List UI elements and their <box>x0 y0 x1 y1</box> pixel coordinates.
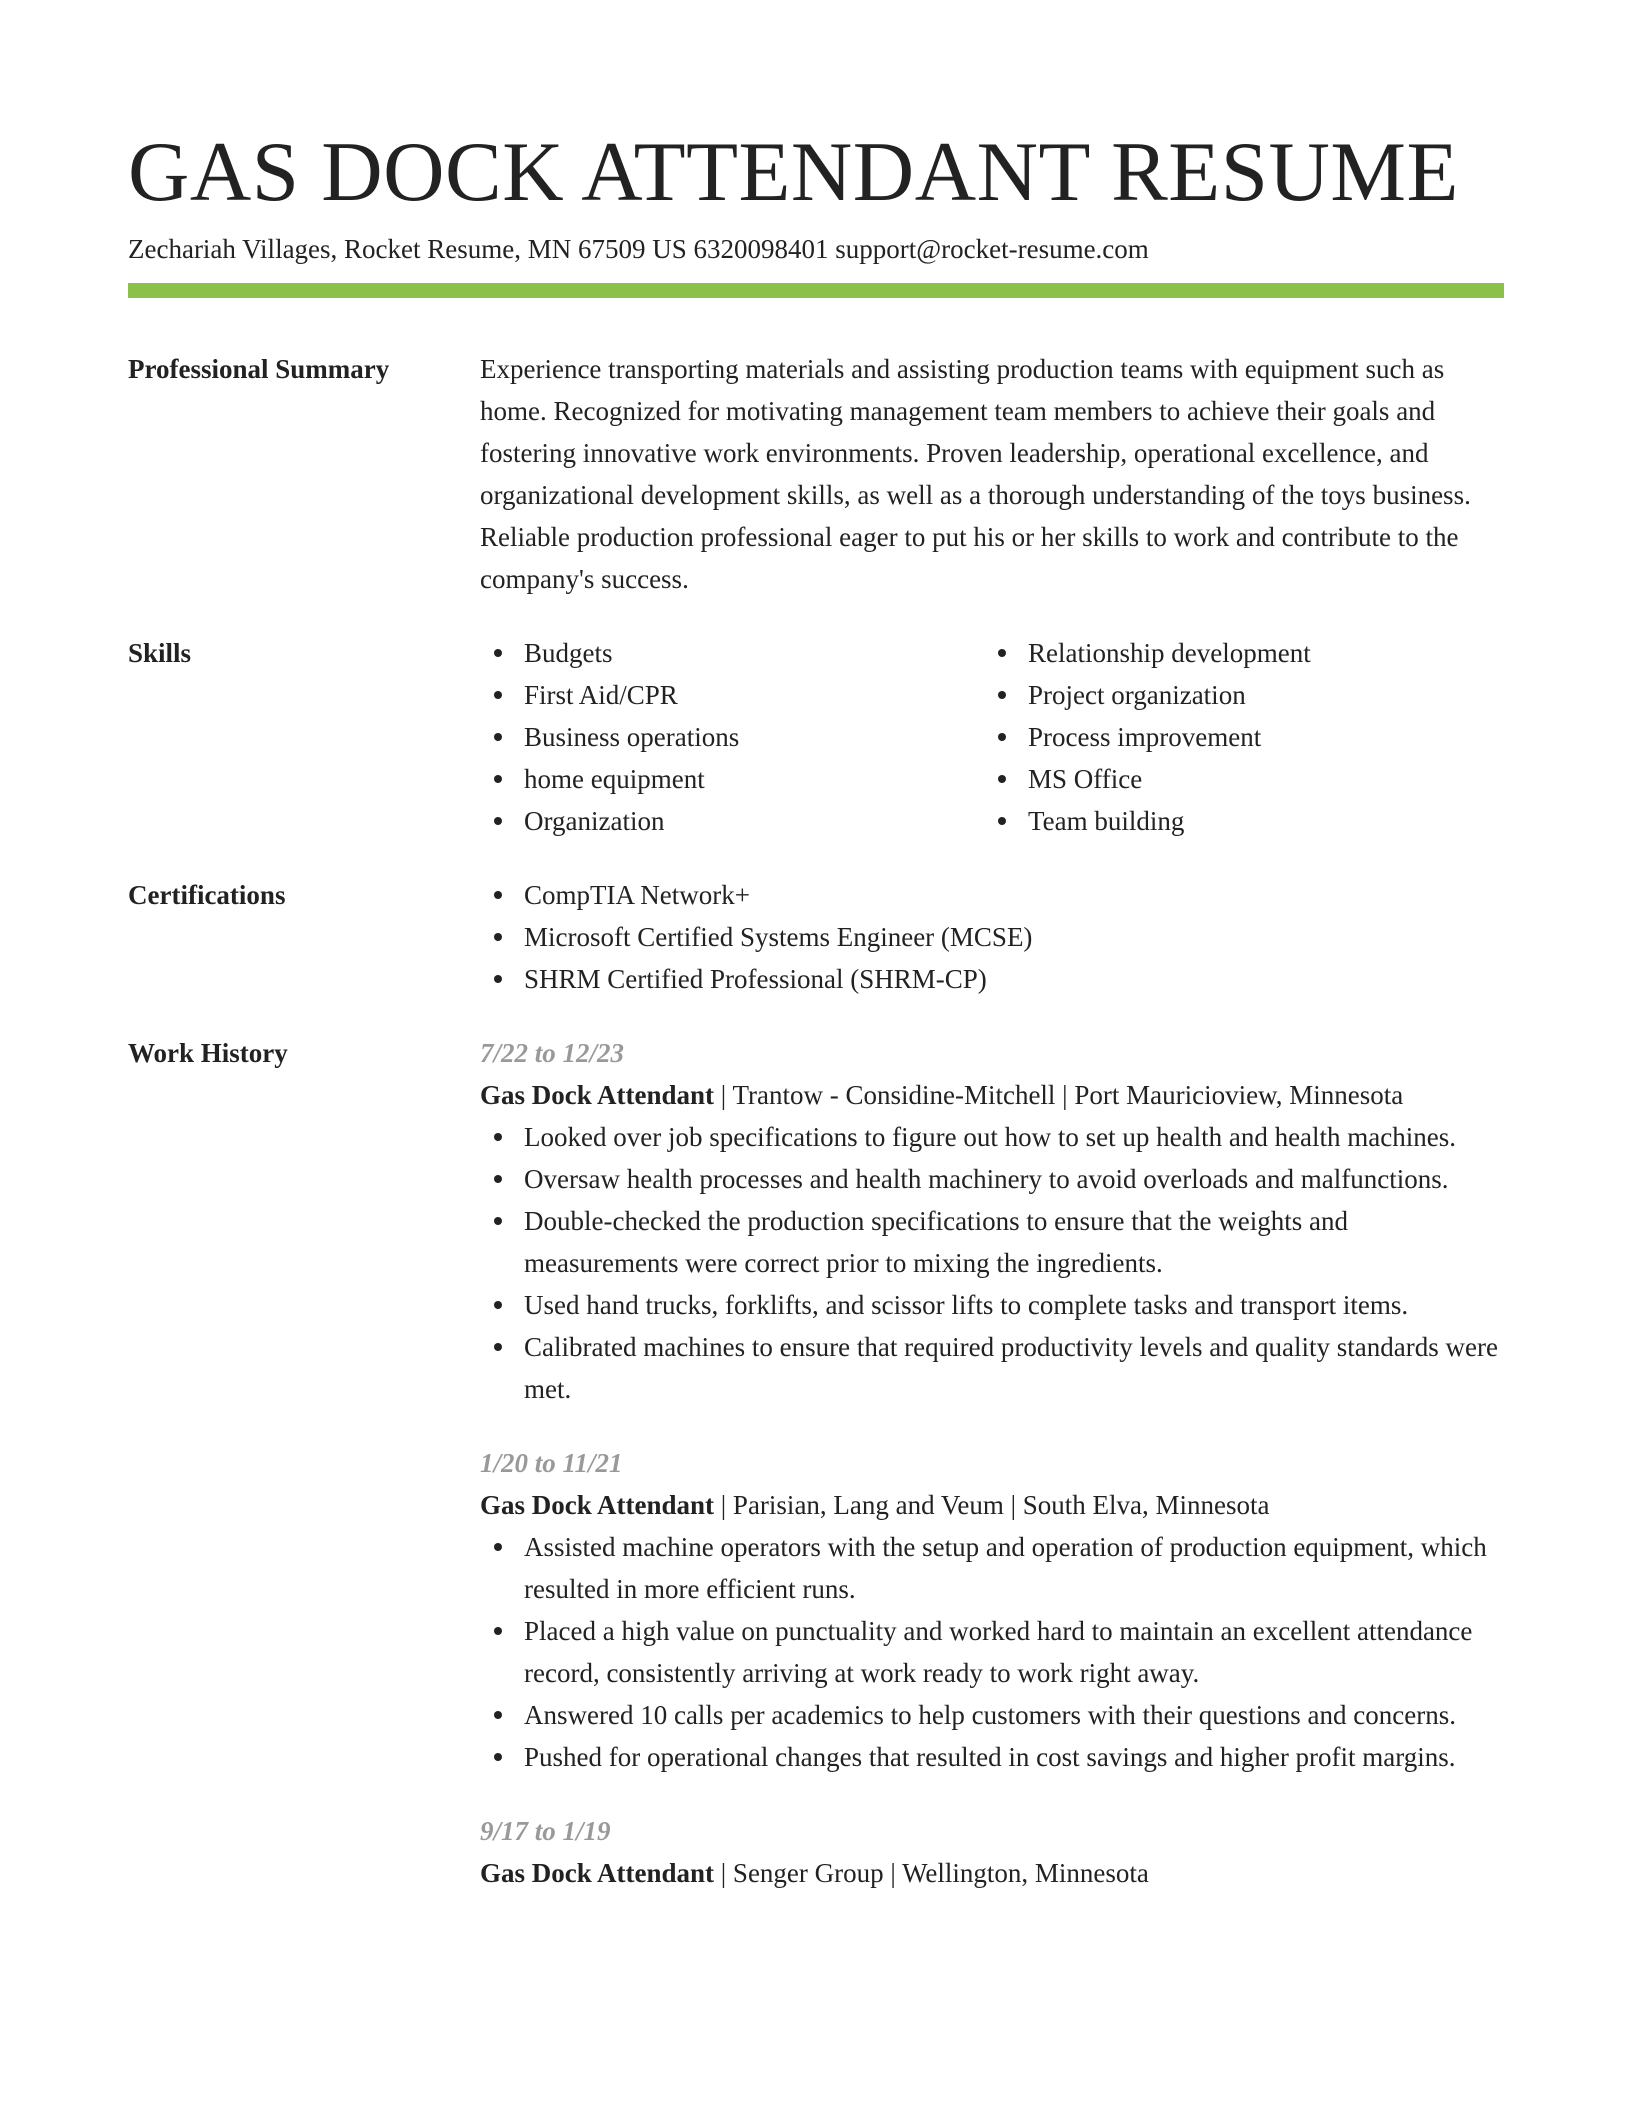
job-title-line <box>480 1074 1504 1116</box>
job-employer-location: | Senger Group | Wellington, Minnesota <box>714 1858 1149 1888</box>
job-duties-list <box>480 1116 1504 1410</box>
skills-list-right <box>984 632 1488 842</box>
list-item: Microsoft Certified Systems Engineer (MCSE) <box>480 916 1504 958</box>
job-title: Gas Dock Attendant <box>480 1858 715 1888</box>
contact-line: Zechariah Villages, Rocket Resume, MN 67509 US 6320098401 support@rocket-resume.com <box>128 234 1149 264</box>
section-heading-skills: Skills <box>128 638 192 668</box>
job-title: Gas Dock Attendant <box>480 1490 715 1520</box>
job-dates: 7/22 to 12/23 <box>480 1038 625 1068</box>
skills-section <box>128 632 1504 842</box>
job-entry <box>480 1442 1504 1778</box>
section-heading-work-history: Work History <box>128 1038 288 1068</box>
list-item: Assisted machine operators with the setup and operation of production equipment, which resulted in more efficient runs. <box>480 1526 1504 1610</box>
job-employer-location: | Parisian, Lang and Veum | South Elva, Minnesota <box>714 1490 1270 1520</box>
work-history-section <box>128 1032 1504 1894</box>
section-heading-summary: Professional Summary <box>128 354 390 384</box>
list-item: Calibrated machines to ensure that required productivity levels and quality standards were met. <box>480 1326 1504 1410</box>
list-item: Double-checked the production specifications to ensure that the weights and measurements were correct prior to mixing the ingredients. <box>480 1200 1504 1284</box>
summary-text: Experience transporting materials and assisting production teams with equipment such as home. Recognized for motivating management team members to achieve their goals and fostering innovative work environments. Proven leadership, operational excellence, and organizational development skills, as well as a thorough understanding of the toys business. Reliable production professional eager to put his or her skills to work and contribute to the company's success. <box>480 354 1471 594</box>
work-history-body <box>480 1032 1504 1894</box>
list-item: Used hand trucks, forklifts, and scissor lifts to complete tasks and transport items. <box>480 1284 1504 1326</box>
certifications-body <box>480 874 1504 1000</box>
list-item: Project organization <box>984 674 1488 716</box>
job-dates: 9/17 to 1/19 <box>480 1816 611 1846</box>
job-title: Gas Dock Attendant <box>480 1080 715 1110</box>
list-item: SHRM Certified Professional (SHRM-CP) <box>480 958 1504 1000</box>
list-item: Organization <box>480 800 984 842</box>
list-item: Budgets <box>480 632 984 674</box>
resume-title: GAS DOCK ATTENDANT RESUME <box>128 125 1459 219</box>
skills-list-left <box>480 632 984 842</box>
job-dates: 1/20 to 11/21 <box>480 1448 623 1478</box>
job-title-line <box>480 1484 1504 1526</box>
section-heading-certifications: Certifications <box>128 880 286 910</box>
list-item: MS Office <box>984 758 1488 800</box>
professional-summary-section <box>128 348 1504 600</box>
job-entry <box>480 1810 1504 1894</box>
skills-columns <box>480 632 1504 842</box>
certifications-section <box>128 874 1504 1000</box>
job-title-line <box>480 1852 1504 1894</box>
accent-divider <box>128 283 1504 298</box>
job-entry <box>480 1032 1504 1410</box>
list-item: Process improvement <box>984 716 1488 758</box>
list-item: First Aid/CPR <box>480 674 984 716</box>
list-item: Business operations <box>480 716 984 758</box>
list-item: Relationship development <box>984 632 1488 674</box>
list-item: Oversaw health processes and health machinery to avoid overloads and malfunctions. <box>480 1158 1504 1200</box>
list-item: home equipment <box>480 758 984 800</box>
job-employer-location: | Trantow - Considine-Mitchell | Port Mauricioview, Minnesota <box>714 1080 1404 1110</box>
resume-page <box>128 0 1504 1894</box>
list-item: Pushed for operational changes that resulted in cost savings and higher profit margins. <box>480 1736 1504 1778</box>
certifications-list <box>480 874 1504 1000</box>
list-item: Placed a high value on punctuality and worked hard to maintain an excellent attendance record, consistently arriving at work ready to work right away. <box>480 1610 1504 1694</box>
list-item: Answered 10 calls per academics to help customers with their questions and concerns. <box>480 1694 1504 1736</box>
job-duties-list <box>480 1526 1504 1778</box>
list-item: Team building <box>984 800 1488 842</box>
list-item: Looked over job specifications to figure out how to set up health and health machines. <box>480 1116 1504 1158</box>
list-item: CompTIA Network+ <box>480 874 1504 916</box>
